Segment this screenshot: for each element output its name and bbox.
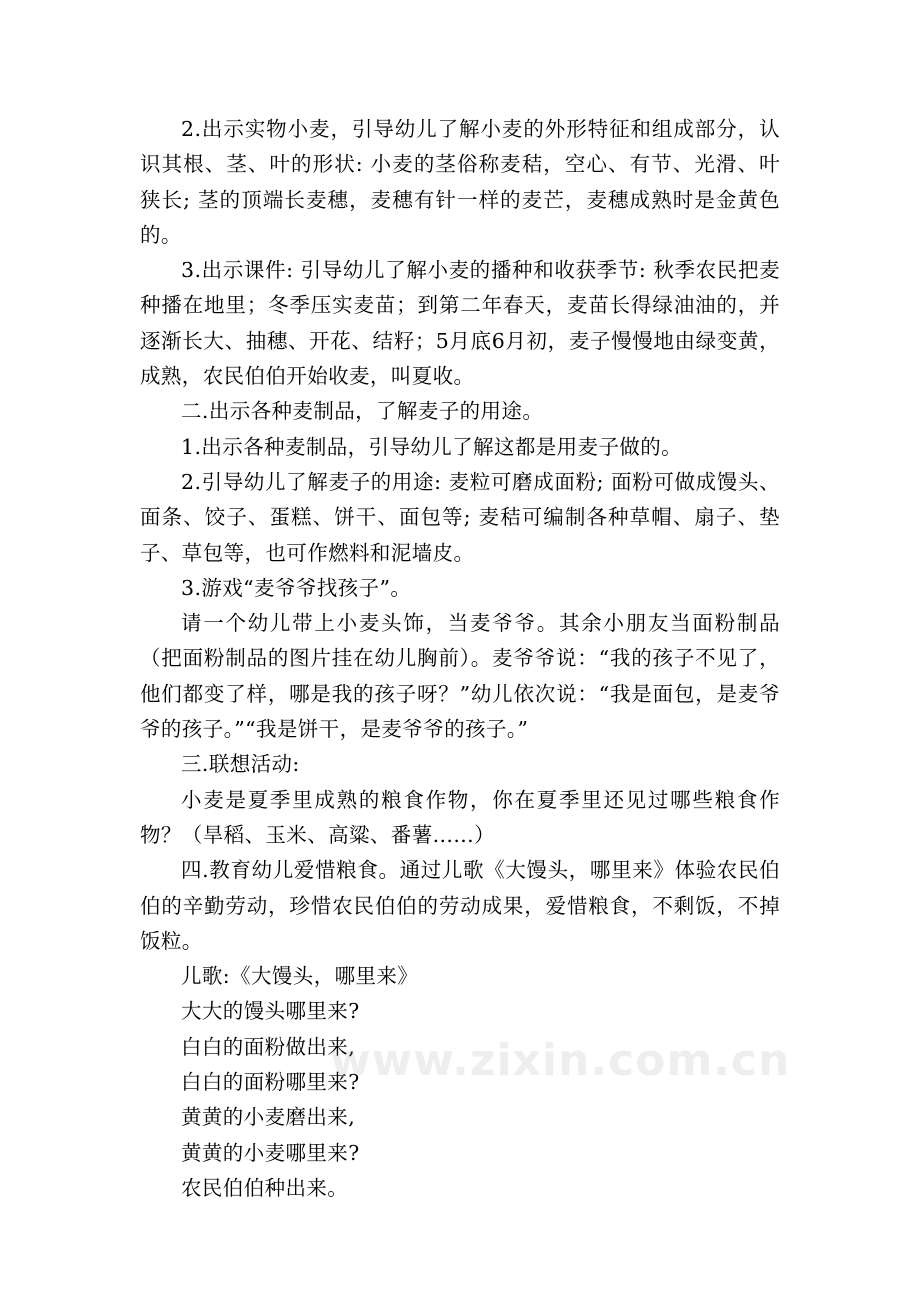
paragraph-game-title: 3.游戏“麦爷爷找孩子”。: [181, 575, 412, 600]
poem-line: 大大的馒头哪里来?: [181, 999, 360, 1024]
poem-line: 白白的面粉哪里来?: [181, 1070, 360, 1095]
section-heading-two: 二.出示各种麦制品，了解麦子的用途。: [181, 399, 544, 424]
paragraph-wheat-shape: 2.出示实物小麦，引导幼儿了解小麦的外形特征和组成部分，认识其根、茎、叶的形状: 小麦的茎俗称麦秸，空心、有节、光滑、叶狭长; 茎的顶端长麦穗，麦穗有针一样的麦芒，麦穗成熟时是金黄色的。: [140, 117, 780, 247]
paragraph-wheat-products: 1.出示各种麦制品，引导幼儿了解这都是用麦子做的。: [181, 434, 683, 459]
poem-line: 黄黄的小麦哪里来?: [181, 1140, 360, 1165]
poem-line: 黄黄的小麦磨出来,: [181, 1105, 356, 1130]
poem-line: 白白的面粉做出来,: [181, 1034, 356, 1059]
poem-title: 儿歌:《大馒头，哪里来》: [181, 964, 419, 989]
watermark: www.zixin.com.cn: [330, 1035, 791, 1086]
paragraph-game-description: 请一个幼儿带上小麦头饰，当麦爷爷。其余小朋友当面粉制品（把面粉制品的图片挂在幼儿胸前）。麦爷爷说：“我的孩子不见了，他们都变了样，哪是我的孩子呀？”幼儿依次说：“我是面包，是麦爷爷的孩子。”“我是饼干，是麦爷爷的孩子。”: [140, 611, 780, 742]
paragraph-association: 小麦是夏季里成熟的粮食作物，你在夏季里还见过哪些粮食作物？（旱稻、玉米、高粱、番薯......）: [140, 787, 780, 847]
section-heading-three: 三.联想活动:: [181, 752, 300, 777]
paragraph-wheat-uses: 2.引导幼儿了解麦子的用途: 麦粒可磨成面粉; 面粉可做成馒头、面条、饺子、蛋糕、饼干、面包等; 麦秸可编制各种草帽、扇子、垫子、草包等，也可作燃料和泥墙皮。: [140, 469, 780, 565]
paragraph-sowing-harvest: 3.出示课件: 引导幼儿了解小麦的播种和收获季节: 秋季农民把麦种播在地里；冬季压实麦苗；到第二年春天，麦苗长得绿油油的，并逐渐长大、抽穗、开花、结籽；5月底6月初，麦子慢慢地由绿变黄，成熟，农民伯伯开始收麦，叫夏收。: [140, 258, 780, 389]
section-heading-four: 四.教育幼儿爱惜粮食。通过儿歌《大馒头，哪里来》体验农民伯伯的辛勤劳动，珍惜农民伯伯的劳动成果，爱惜粮食，不剩饭，不掉饭粒。: [140, 858, 780, 953]
document-page: [140, 112, 780, 1206]
poem-line: 农民伯伯种出来。: [181, 1175, 349, 1200]
